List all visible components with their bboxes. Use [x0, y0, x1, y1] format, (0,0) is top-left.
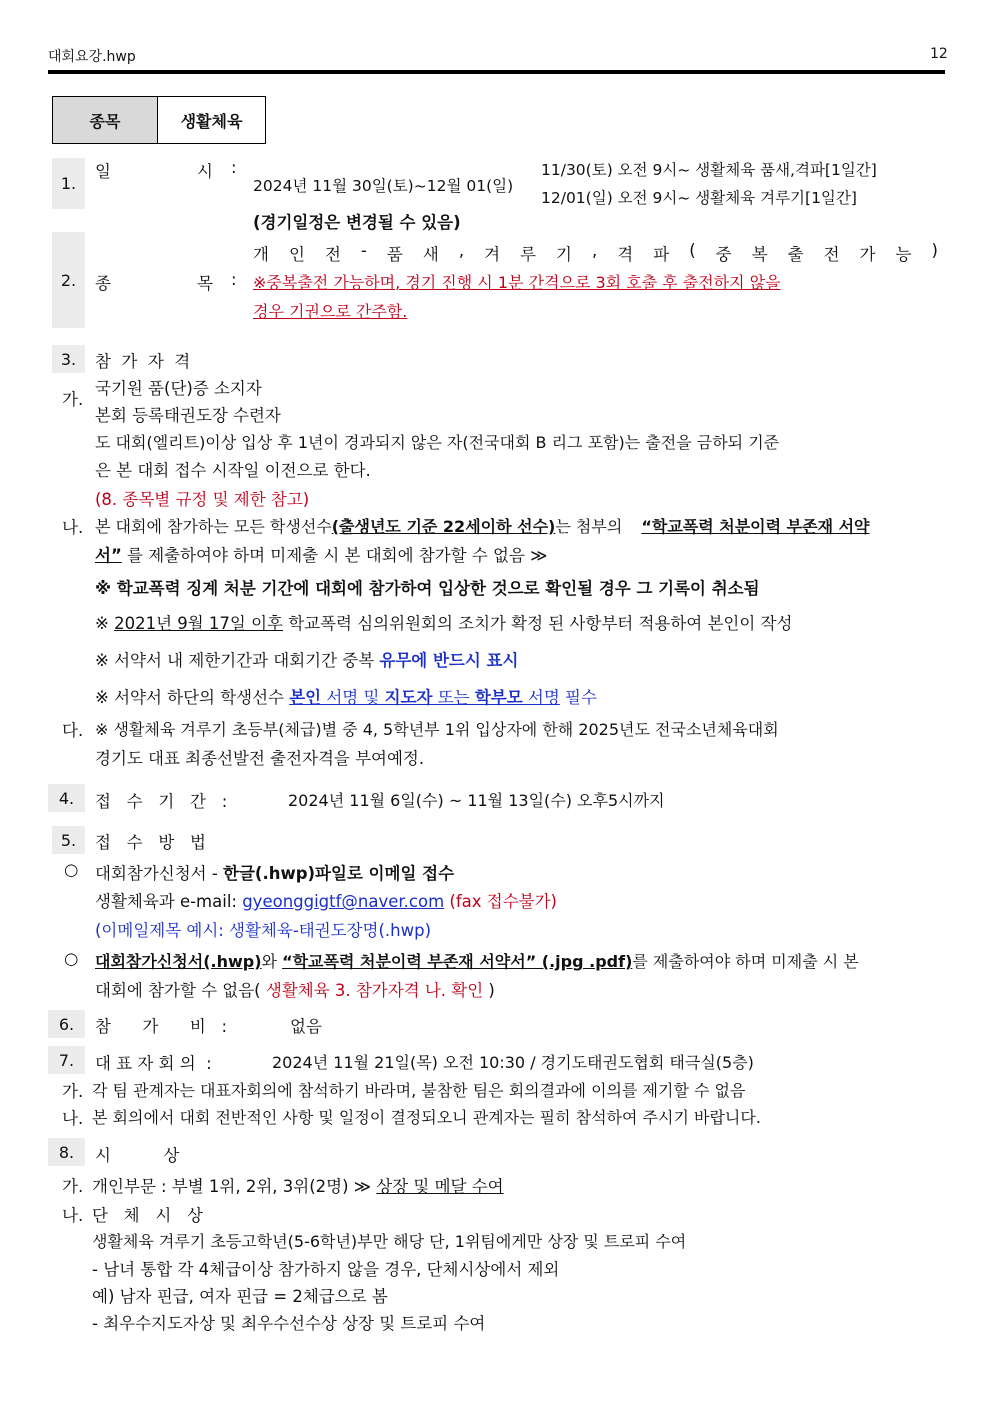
section-3-note-3	[95, 647, 518, 671]
section-5-label: 접 수 방 법	[95, 833, 206, 852]
section-2-warning-2: 경우 기권으로 간주함.	[253, 302, 408, 321]
section-7-na-marker: 나.	[62, 1109, 84, 1128]
section-1-schedule-1: 11/30(토) 오전 9시~ 생활체육 품새,격파[1일간]	[541, 161, 877, 179]
s5-email-label: 생활체육과 e-mail:	[95, 892, 243, 911]
note-4-text-2: 서명 및	[321, 688, 385, 707]
s8-individual-text: 개인부문 : 부별 1위, 2위, 3위(2명) ≫	[92, 1177, 377, 1196]
na-text-1: 본 대회에 참가하는 모든 학생선수	[95, 517, 332, 536]
section-7-label: 대 표 자 회 의 :	[95, 1054, 212, 1073]
event-char: 복	[751, 245, 768, 264]
note-4-required: 필수	[559, 688, 597, 707]
section-7-na-1: 본 회의에서 대회 전반적인 사항 및 일정이 결정되오니 관계자는 필히 참석하여 주시기 바랍니다.	[92, 1108, 761, 1127]
section-4-value: 2024년 11월 6일(수) ~ 11월 13일(수) 오후5시까지	[288, 791, 665, 810]
section-1-number: 1.	[52, 158, 85, 209]
section-3-ga-5: (8. 종목별 규정 및 제한 참고)	[95, 490, 310, 509]
section-3-na-line-1	[95, 514, 870, 537]
note-4-text-1: ※ 서약서 하단의 학생선수	[95, 688, 290, 707]
section-6-value: 없음	[290, 1017, 322, 1036]
section-3-ga-2: 본회 등록태권도장 수련자	[95, 406, 281, 425]
section-8-na-3: 예) 남자 핀급, 여자 핀급 = 2체급으로 봄	[92, 1287, 388, 1306]
section-3-ga-4: 은 본 대회 접수 시작일 이전으로 한다.	[95, 461, 371, 480]
document-filename: 대회요강.hwp	[48, 49, 136, 65]
section-8-ga-marker: 가.	[62, 1177, 84, 1196]
note-4-self: 본인	[289, 688, 322, 707]
event-char: 출	[787, 245, 804, 264]
section-3-ga-marker: 가.	[62, 390, 84, 409]
note-4-coach: 지도자	[384, 688, 433, 707]
section-2-label-a: 종	[95, 274, 111, 293]
section-3-da-marker: 다.	[62, 721, 84, 740]
section-2-colon: :	[231, 270, 237, 289]
section-3-number: 3.	[52, 345, 85, 373]
section-3-da-2: 경기도 대표 최종선발전 출전자격을 부여예정.	[95, 749, 425, 768]
event-char: (	[689, 241, 696, 260]
note-2-text: 학교폭력 심의위원회의 조치가 확정 된 사항부터 적용하여 본인이 작성	[283, 614, 793, 633]
section-3-na-line-2	[95, 542, 547, 566]
section-3-da-1: ※ 생활체육 겨루기 초등부(체급)별 중 4, 5학년부 1위 입상자에 한해 2025년도 전국소년체육대회	[95, 720, 779, 739]
section-7-ga-1: 각 팀 관계자는 대표자회의에 참석하기 바라며, 불참한 팀은 회의결과에 이의를 제기할 수 없음	[92, 1081, 746, 1100]
section-1-note: (경기일정은 변경될 수 있음)	[253, 213, 461, 232]
section-4-number: 4.	[48, 784, 85, 812]
section-1-label-b: 시	[197, 162, 213, 181]
event-char: 가	[859, 245, 876, 264]
note-4-parent: 학부모	[474, 688, 523, 707]
section-8-na-2: - 남녀 통합 각 4체급이상 참가하지 않을 경우, 단체시상에서 제외	[92, 1260, 560, 1279]
header-rule	[48, 70, 945, 74]
section-3-note-4	[95, 684, 597, 708]
section-8-label: 시 상	[95, 1146, 180, 1165]
section-3-ga-3: 도 대회(엘리트)이상 입상 후 1년이 경과되지 않은 자(전국대회 B 리그 포함)는 출전을 금하되 기준	[95, 433, 780, 452]
event-char: 능	[895, 245, 912, 264]
note-4-text-4: 서명	[522, 688, 560, 707]
event-char: 인	[288, 245, 305, 264]
na-pledge-title-end: 서”	[95, 546, 122, 565]
s8-medal-award: 상장 및 메달 수여	[376, 1177, 504, 1196]
event-char: )	[931, 241, 938, 260]
event-char: 개	[253, 245, 269, 264]
event-char: 품	[386, 245, 403, 264]
s5-pledge-form: “학교폭력 처분이력 부존재 서약서” (.jpg .pdf)	[282, 952, 633, 971]
s5-check-ref: 생활체육 3. 참가자격 나. 확인	[265, 981, 484, 1000]
page-number: 12	[930, 46, 948, 62]
section-7-ga-marker: 가.	[62, 1082, 84, 1101]
s5-email-link[interactable]: gyeonggigtf@naver.com	[242, 892, 445, 911]
event-char: 겨	[484, 245, 501, 264]
s5-fax-note: (fax 접수불가)	[444, 892, 557, 911]
event-char: ,	[592, 241, 598, 260]
section-5-line-5	[95, 977, 495, 1001]
s5-and: 와	[261, 952, 283, 971]
event-char: 새	[422, 245, 439, 264]
event-title-label: 종목	[53, 97, 158, 143]
section-2-events	[253, 241, 938, 265]
section-8-na-1: 생활체육 겨루기 초등고학년(5-6학년)부만 해당 단, 1위팀에게만 상장 및 트로피 수여	[92, 1232, 687, 1251]
event-char: 전	[324, 245, 341, 264]
s5-text-1: 대회참가신청서 -	[95, 864, 224, 883]
section-3-label: 참 가 자 격	[95, 352, 191, 371]
section-3-ga-1: 국기원 품(단)증 소지자	[95, 379, 262, 398]
section-1-schedule-2: 12/01(일) 오전 9시~ 생활체육 겨루기[1일간]	[541, 189, 857, 207]
section-7-number: 7.	[48, 1046, 85, 1074]
section-5-line-2	[95, 888, 557, 912]
section-1-colon: :	[231, 158, 237, 177]
section-5-line-1	[95, 860, 454, 884]
event-char: 격	[617, 245, 634, 264]
event-char: 기	[556, 245, 572, 264]
event-title-value: 생활체육	[158, 97, 265, 143]
event-char: ,	[458, 241, 465, 260]
event-char: 전	[823, 245, 840, 264]
na-text-3: 를 제출하여야 하며 미제출 시 본 대회에 참가할 수 없음 ≫	[121, 546, 548, 565]
event-char: 루	[520, 245, 537, 264]
section-8-number: 8.	[48, 1138, 85, 1166]
s5-hwp-email: 한글(.hwp)파일로 이메일 접수	[223, 864, 455, 883]
section-5-bullet-2: ○	[64, 949, 79, 968]
section-6-number: 6.	[48, 1010, 85, 1038]
note-2-date: 2021년 9월 17일 이후	[114, 614, 283, 633]
na-pledge-title: “학교폭력 처분이력 부존재 서약	[641, 517, 870, 536]
section-2-warning-1: ※중복출전 가능하며, 경기 진행 시 1분 간격으로 3회 호출 후 출전하지 않을	[253, 273, 781, 292]
section-2-number: 2.	[52, 232, 85, 328]
s5-submit-text: 를 제출하여야 하며 미제출 시 본	[632, 952, 859, 971]
note-3-emphasis: 유무에 반드시 표시	[379, 651, 519, 670]
section-5-line-3: (이메일제목 예시: 생활체육-태권도장명(.hwp)	[95, 921, 432, 940]
s5-close-paren: )	[483, 981, 495, 1000]
section-1-date: 2024년 11월 30일(토)~12월 01(일)	[253, 177, 514, 195]
section-8-na-4: - 최우수지도자상 및 최우수선수상 상장 및 트로피 수여	[92, 1314, 486, 1333]
event-char: 파	[653, 245, 670, 264]
section-3-note-1: ※ 학교폭력 징계 처분 기간에 대회에 참가하여 입상한 것으로 확인될 경우 그 기록이 취소됨	[95, 579, 760, 598]
event-char: 중	[715, 245, 732, 264]
section-8-ga-1	[92, 1173, 504, 1197]
note-2-mark: ※	[95, 614, 115, 633]
note-4-text-3: 또는	[432, 688, 475, 707]
section-3-note-2	[95, 610, 792, 634]
section-5-bullet-1: ○	[64, 860, 79, 879]
section-4-label: 접 수 기 간 :	[95, 792, 228, 811]
section-6-label: 참 가 비 :	[95, 1017, 228, 1036]
section-8-na-marker: 나.	[62, 1206, 84, 1225]
s5-application-form: 대회참가신청서(.hwp)	[95, 952, 262, 971]
section-1-label-a: 일	[95, 162, 111, 181]
section-2-label-b: 목	[197, 274, 213, 293]
na-age-limit: (출생년도 기준 22세이하 선수)	[331, 517, 556, 536]
section-8-na-label: 단 체 시 상	[92, 1206, 203, 1225]
event-char: -	[360, 241, 367, 260]
section-5-line-4	[95, 949, 859, 972]
event-title-box	[52, 96, 266, 144]
s5-cannot-text: 대회에 참가할 수 없음(	[95, 981, 266, 1000]
section-7-value: 2024년 11월 21일(목) 오전 10:30 / 경기도태권도협회 태극실(5층)	[272, 1053, 754, 1072]
note-3-text: ※ 서약서 내 제한기간과 대회기간 중복	[95, 651, 380, 670]
na-text-2: 는 첨부의	[555, 517, 628, 536]
section-3-na-marker: 나.	[62, 518, 84, 537]
section-5-number: 5.	[52, 826, 85, 854]
